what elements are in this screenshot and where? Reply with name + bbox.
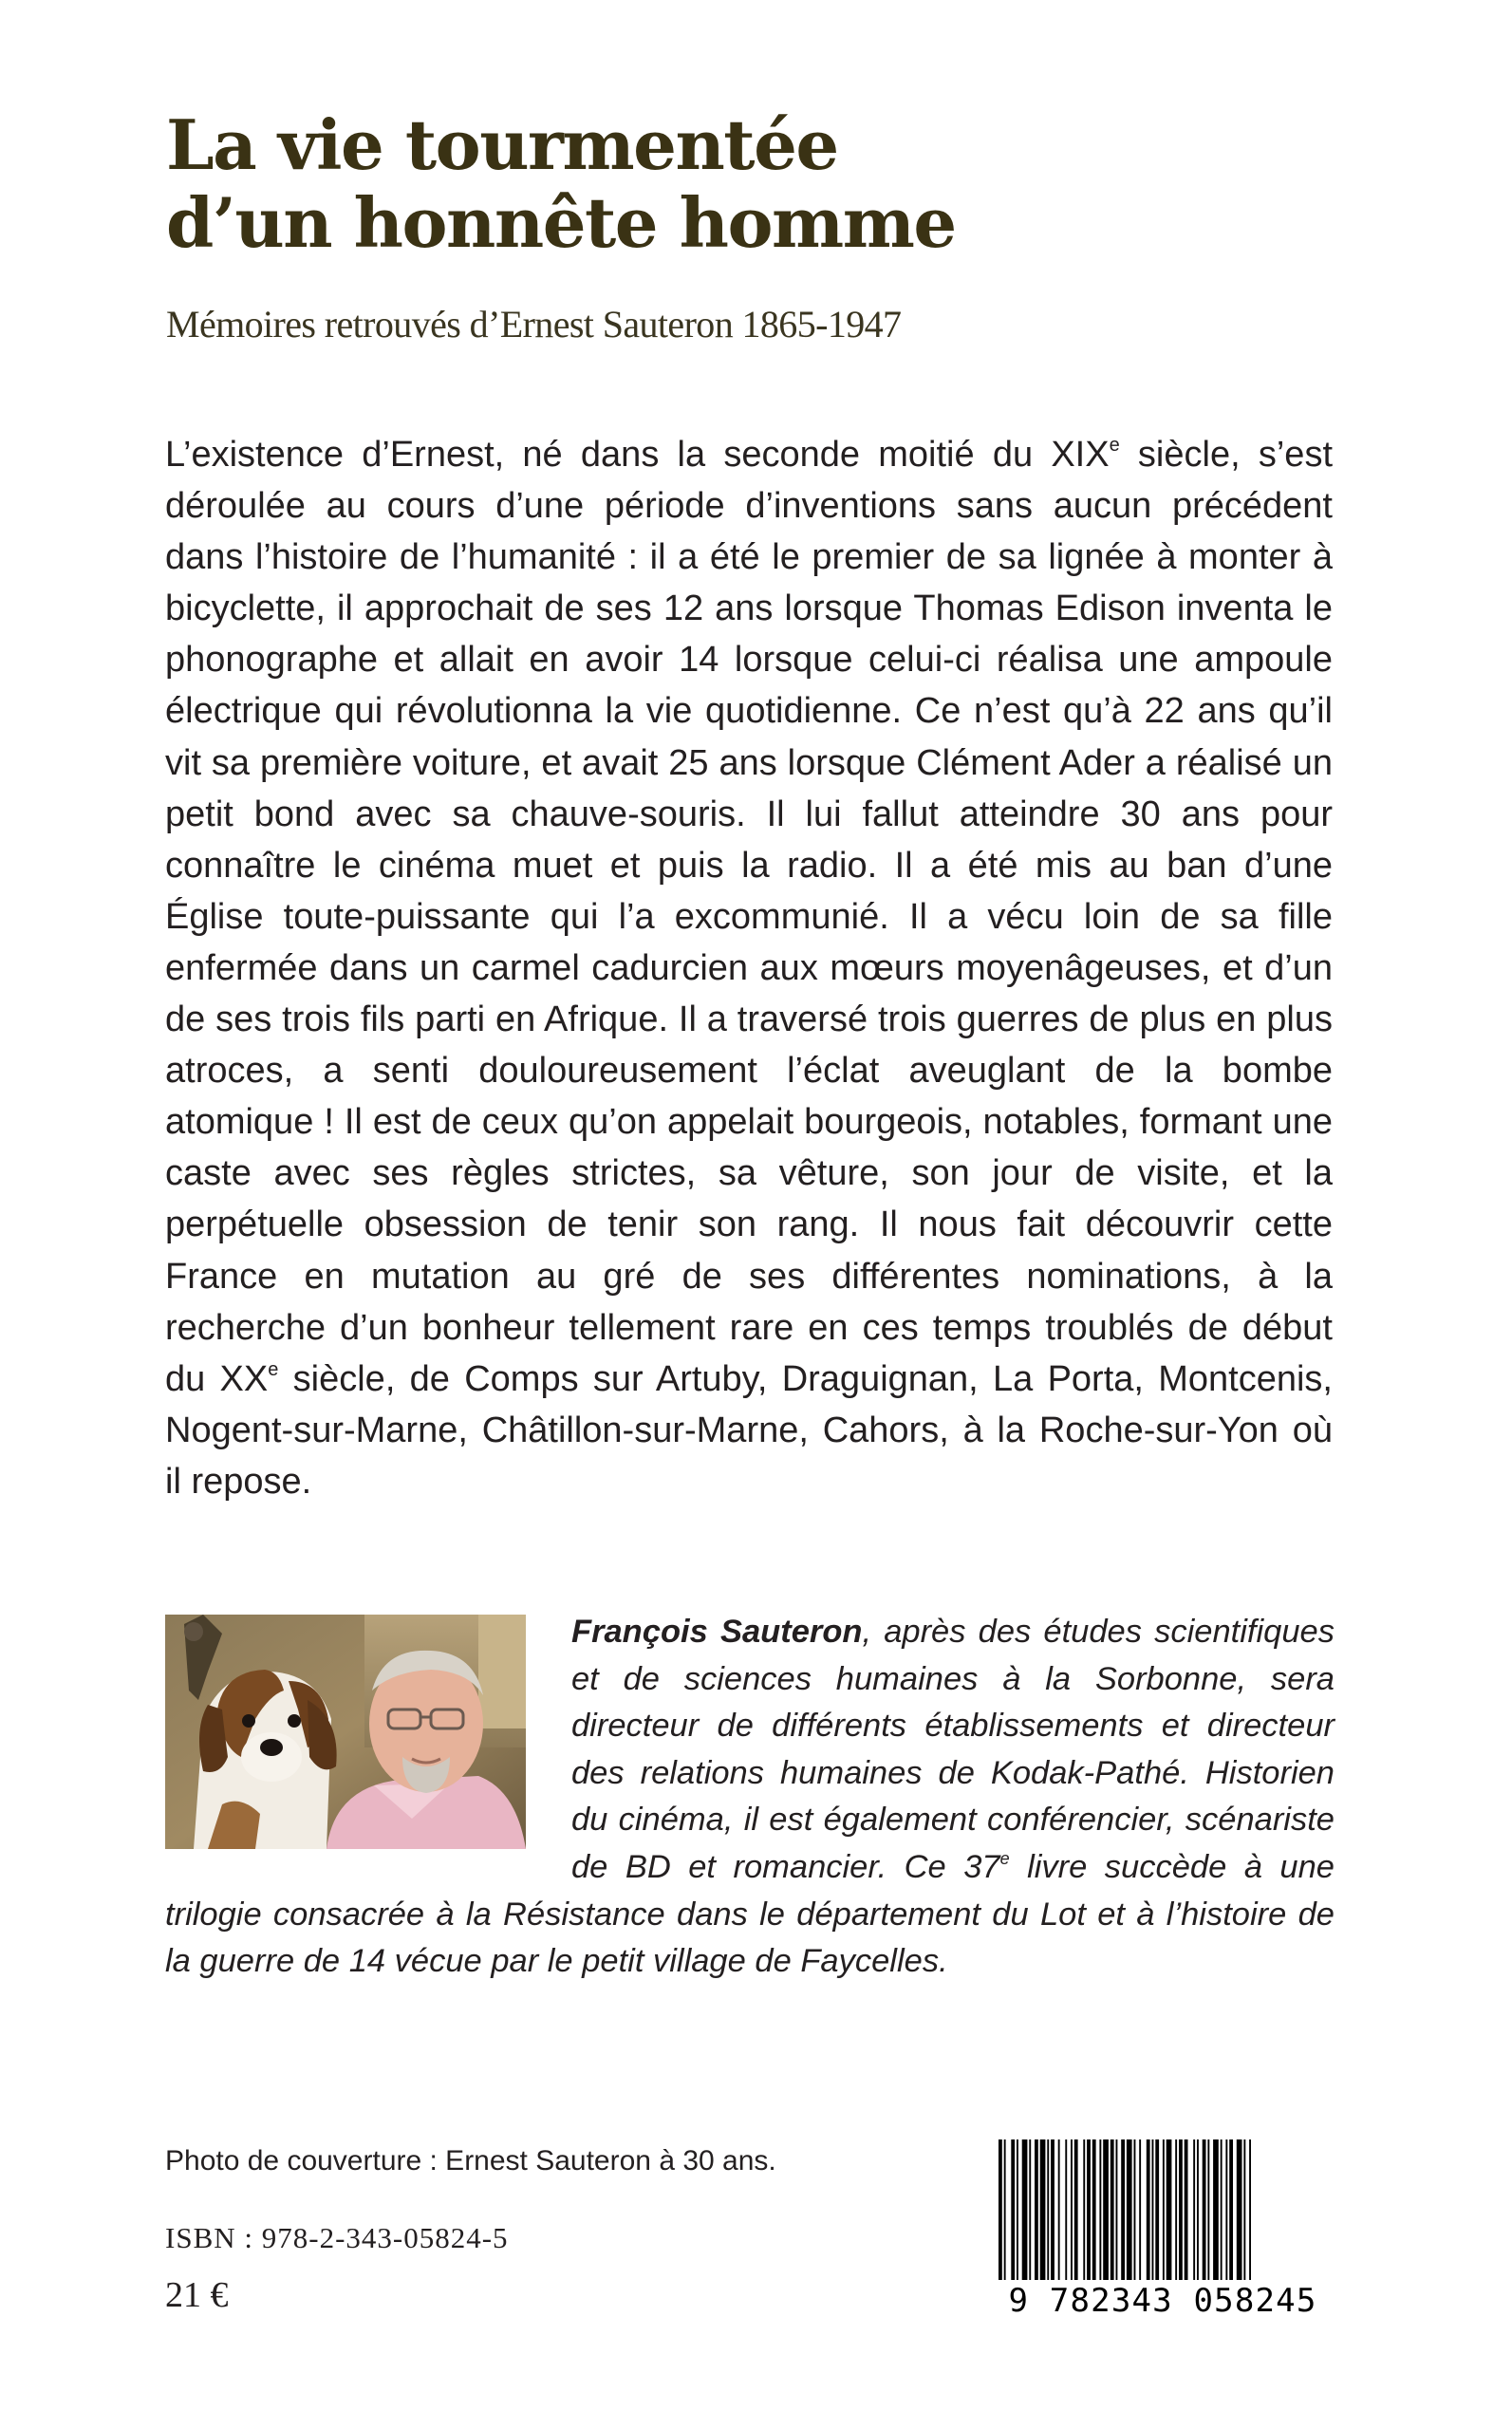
author-bio-superscript: e: [999, 1848, 1010, 1868]
book-subtitle: Mémoires retrouvés d’Ernest Sauteron 1865-1947: [166, 303, 902, 346]
price: 21 €: [165, 2275, 229, 2315]
blurb-part1: L’existence d’Ernest, né dans la seconde moitié du XIX: [165, 435, 1110, 475]
isbn: ISBN : 978-2-343-05824-5: [165, 2221, 509, 2254]
blurb-superscript-1: e: [1109, 435, 1120, 456]
author-section: [165, 1609, 1335, 1986]
blurb-superscript-2: e: [268, 1358, 279, 1380]
author-bio-part2: livre succède à une trilogie consacrée à la Résistance dans le département du Lot et à l’histoire de la guerre de 14 vécue par le petit village de Faycelles.: [165, 1848, 1335, 1980]
barcode-digits: 9 782343 058245: [995, 2280, 1331, 2322]
blurb-part3: siècle, de Comps sur Artuby, Draguignan, La Porta, Montcenis, Nogent-sur-Marne, Châtillon-sur-Marne, Cahors, à la Roche-sur-Yon où il repose.: [165, 1358, 1333, 1502]
book-title-line1: La vie tourmentée: [166, 104, 838, 185]
barcode: [995, 2139, 1331, 2329]
barcode-bars-icon: [995, 2139, 1331, 2291]
author-name: François Sauteron: [571, 1614, 863, 1650]
book-title-line2: d’un honnête homme: [166, 182, 956, 263]
author-photo: [165, 1615, 526, 1849]
book-title: [166, 106, 956, 262]
photo-credit: Photo de couverture : Ernest Sauteron à 30 ans.: [165, 2145, 776, 2176]
back-cover-blurb: [165, 429, 1333, 1507]
author-bio-part1: , après des études scientifiques et de sciences humaines à la Sorbonne, sera directeur de différents établissements et directeur des relations humaines de Kodak-Pathé. Historien du cinéma, il est également conférencier, scénariste de BD et romancier. Ce 37: [571, 1614, 1335, 1885]
blurb-part2: siècle, s’est déroulée au cours d’une période d’inventions sans aucun précédent dans l’histoire de l’humanité : il a été le premier de sa lignée à monter à bicyclette, il approchait de ses 12 ans lorsque Thomas Edison inventa le phonographe et allait en avoir 14 lorsque celui-ci réalisa une ampoule électrique qui révolutionna la vie quotidienne. Ce n’est qu’à 22 ans qu’il vit sa première voiture, et avait 25 ans lorsque Clément Ader a réalisé un petit bond avec sa chauve-souris. Il lui fallut atteindre 30 ans pour connaître le cinéma muet et puis la radio. Il a été mis au ban d’une Église toute-puissante qui l’a excommunié. Il a vécu loin de sa fille enfermée dans un carmel cadurcien aux mœurs moyenâgeuses, et d’un de ses trois fils parti en Afrique. Il a traversé trois guerres de plus en plus atroces, a senti douloureusement l’éclat aveuglant de la bombe atomique ! Il est de ceux qu’on appelait bourgeois, notables, formant une caste avec ses règles strictes, sa vêture, son jour de visite, et la perpétuelle obsession de tenir son rang. Il nous fait découvrir cette France en mutation au gré de ses différentes nominations, à la recherche d’un bonheur tellement rare en ces temps troublés de début du XX: [165, 435, 1333, 1399]
